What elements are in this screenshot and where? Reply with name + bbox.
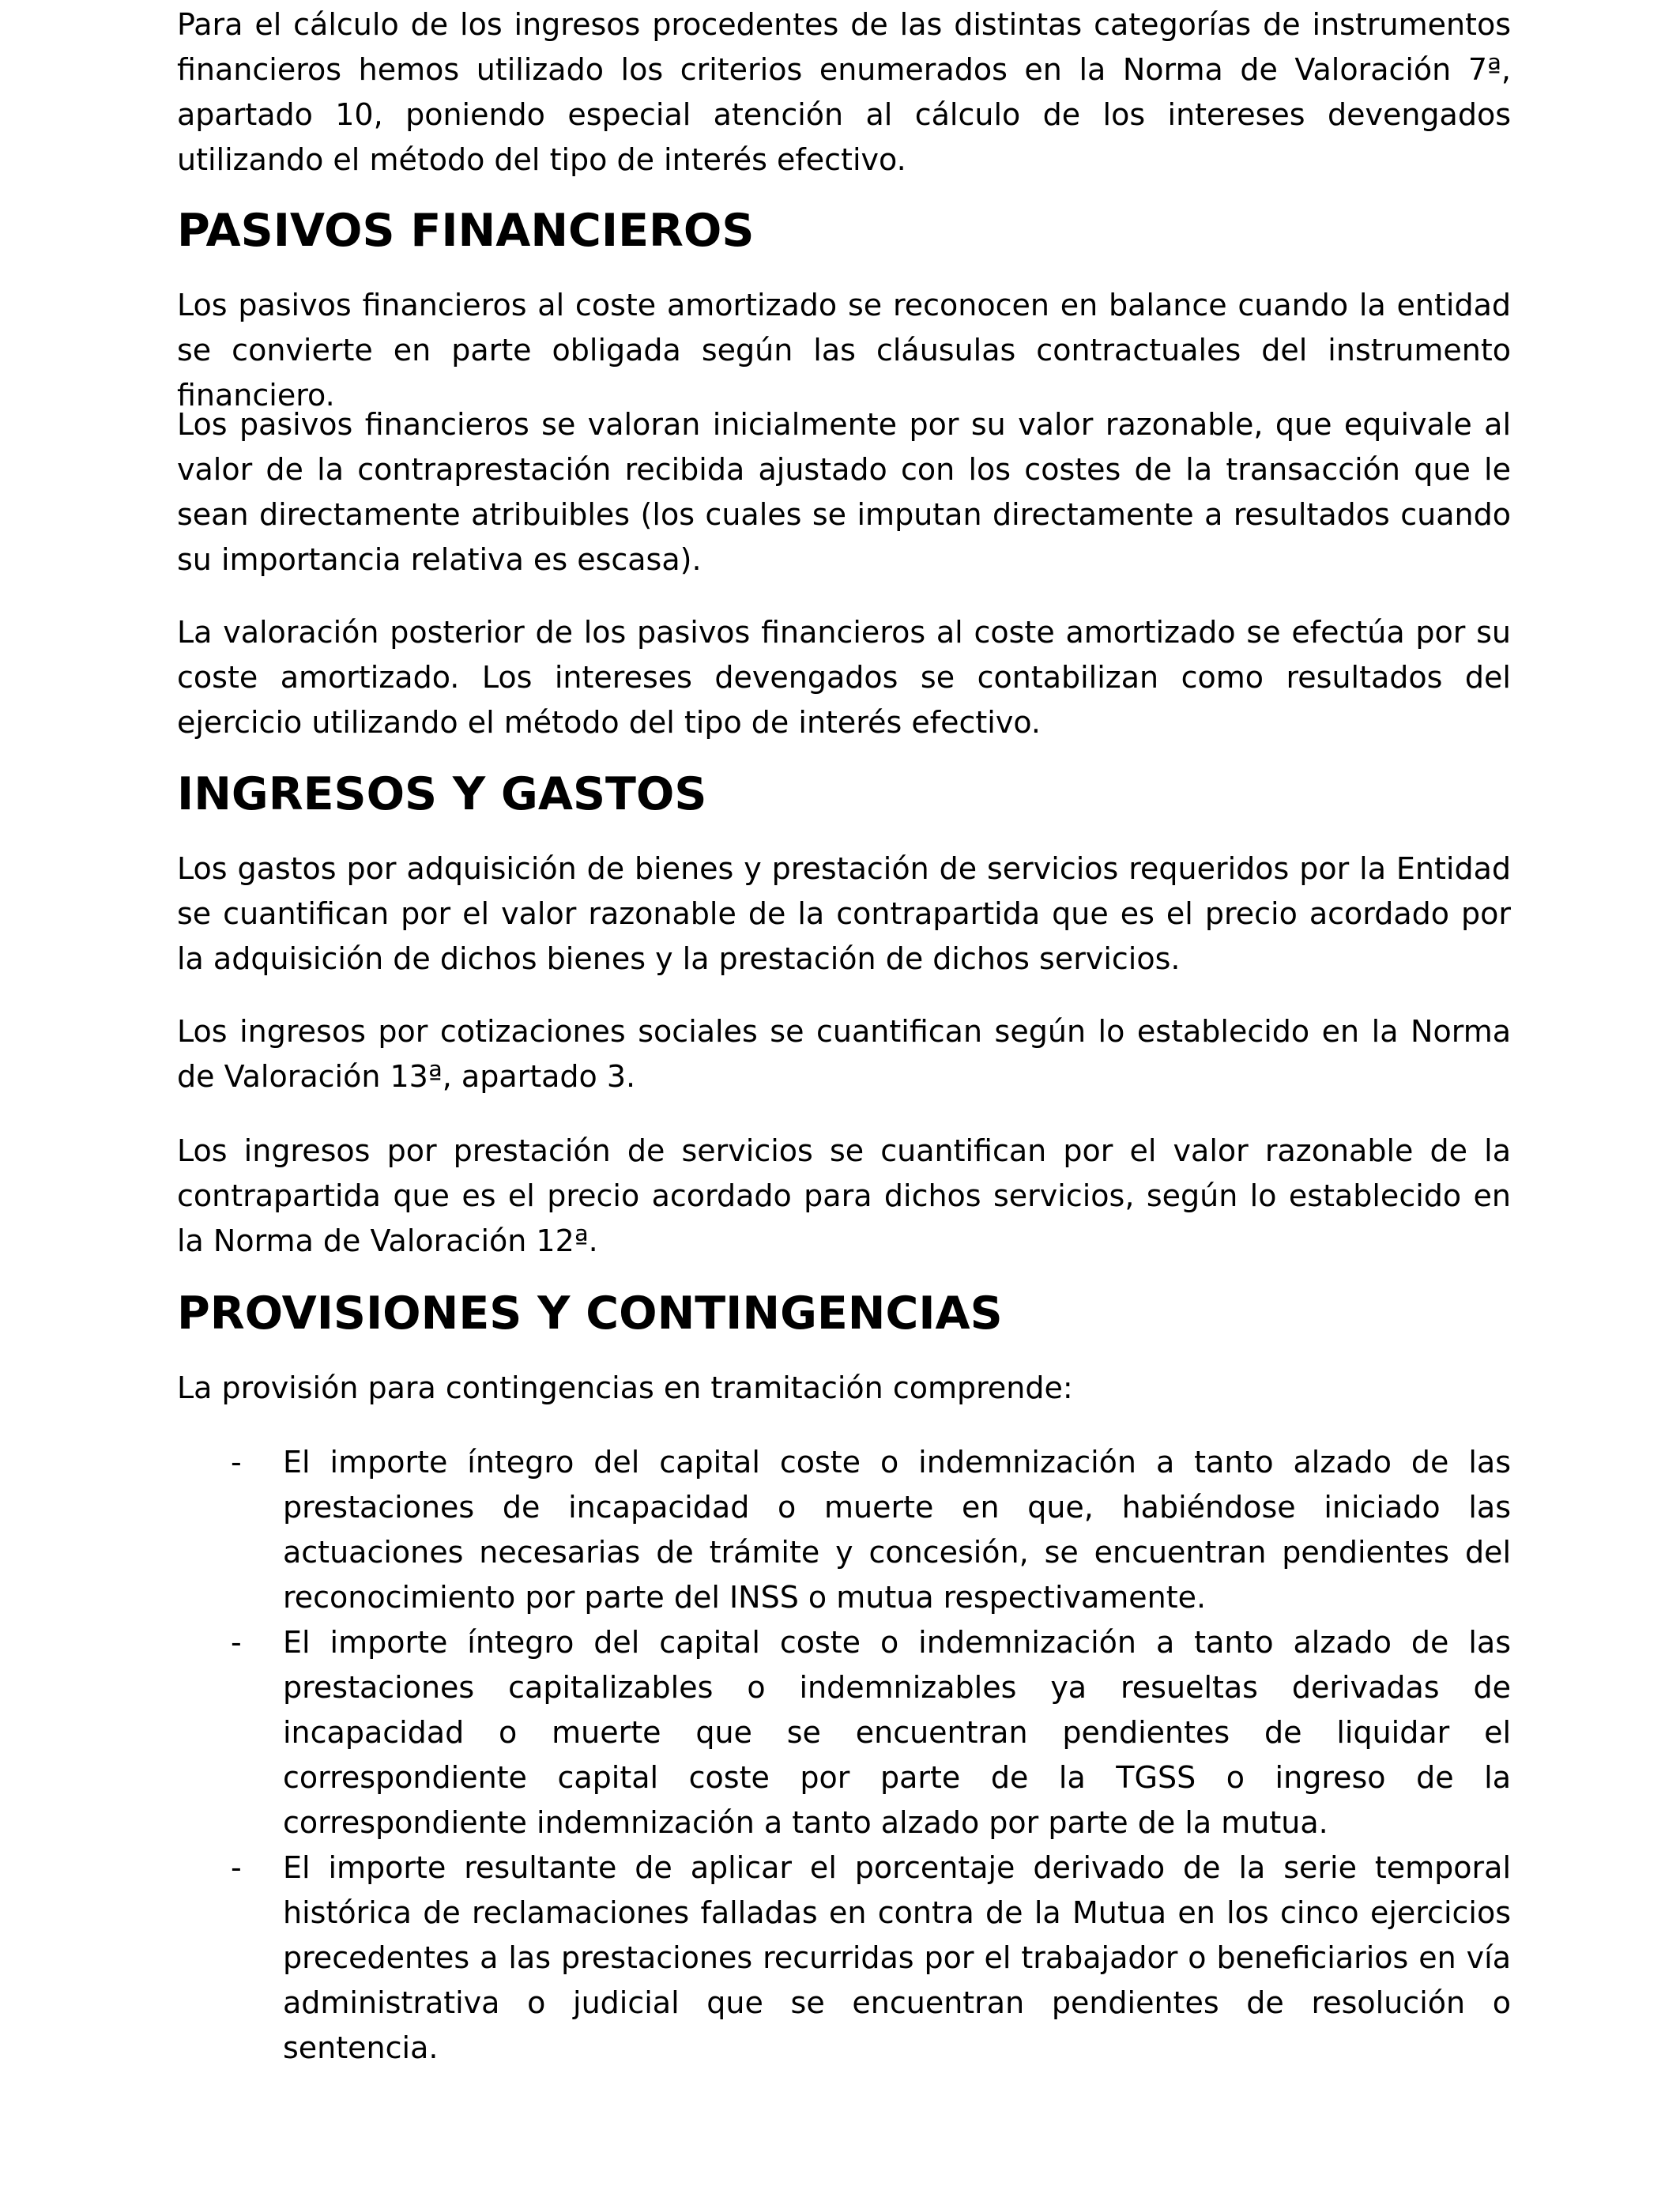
pasivos-paragraph-2: Los pasivos financieros se valoran inicialmente por su valor razonable, que equivale al valor de la contraprestación recibida ajustado con los costes de la transacción que le sean directamente atribuibles (los cuales se imputan directamente a resultados cuando su importancia relativa es escasa). xyxy=(177,407,1511,577)
list-bullet: - xyxy=(231,1445,242,1480)
pasivos-paragraph-3: La valoración posterior de los pasivos financieros al coste amortizado se efectúa por su coste amortizado. Los intereses devengados se contabilizan como resultados del ejercicio utilizando el método del tipo de interés efectivo. xyxy=(177,615,1511,740)
heading-ingresos-y-gastos: INGRESOS Y GASTOS xyxy=(177,768,707,820)
heading-pasivos-financieros: PASIVOS FINANCIEROS xyxy=(177,205,755,257)
list-bullet: - xyxy=(231,1850,242,1885)
provisiones-paragraph-1: La provisión para contingencias en tramitación comprende: xyxy=(177,1370,1073,1405)
ingresos-paragraph-2: Los ingresos por cotizaciones sociales se cuantifican según lo establecido en la Norma de Valoración 13ª, apartado 3. xyxy=(177,1014,1511,1094)
list-item xyxy=(177,1440,1511,1620)
provisiones-list xyxy=(177,1440,1511,2071)
list-item xyxy=(177,1845,1511,2071)
pasivos-paragraph-1: Los pasivos financieros al coste amortizado se reconocen en balance cuando la entidad se convierte en parte obligada según las cláusulas contractuales del instrumento financiero. xyxy=(177,288,1511,413)
list-item-text: El importe íntegro del capital coste o indemnización a tanto alzado de las prestaciones de incapacidad o muerte en que, habiéndose iniciado las actuaciones necesarias de trámite y concesión, se encuentran pendientes del reconocimiento por parte del INSS o mutua respectivamente. xyxy=(283,1445,1511,1615)
list-item-text: El importe resultante de aplicar el porcentaje derivado de la serie temporal histórica de reclamaciones falladas en contra de la Mutua en los cinco ejercicios precedentes a las prestaciones recurridas por el trabajador o beneficiarios en vía administrativa o judicial que se encuentran pendientes de resolución o sentencia. xyxy=(283,1850,1511,2065)
intro-paragraph: Para el cálculo de los ingresos procedentes de las distintas categorías de instrumentos financieros hemos utilizado los criterios enumerados en la Norma de Valoración 7ª, apartado 10, poniendo especial atención al cálculo de los intereses devengados utilizando el método del tipo de interés efectivo. xyxy=(177,7,1511,177)
ingresos-paragraph-1: Los gastos por adquisición de bienes y prestación de servicios requeridos por la Entidad se cuantifican por el valor razonable de la contrapartida que es el precio acordado por la adquisición de dichos bienes y la prestación de dichos servicios. xyxy=(177,851,1511,976)
list-bullet: - xyxy=(231,1625,242,1660)
list-item xyxy=(177,1620,1511,1845)
heading-provisiones-y-contingencias: PROVISIONES Y CONTINGENCIAS xyxy=(177,1287,1003,1340)
ingresos-paragraph-3: Los ingresos por prestación de servicios se cuantifican por el valor razonable de la contrapartida que es el precio acordado para dichos servicios, según lo establecido en la Norma de Valoración 12ª. xyxy=(177,1133,1511,1258)
list-item-text: El importe íntegro del capital coste o indemnización a tanto alzado de las prestaciones capitalizables o indemnizables ya resueltas derivadas de incapacidad o muerte que se encuentran pendientes de liquidar el correspondiente capital coste por parte de la TGSS o ingreso de la correspondiente indemnización a tanto alzado por parte de la mutua. xyxy=(283,1625,1511,1840)
